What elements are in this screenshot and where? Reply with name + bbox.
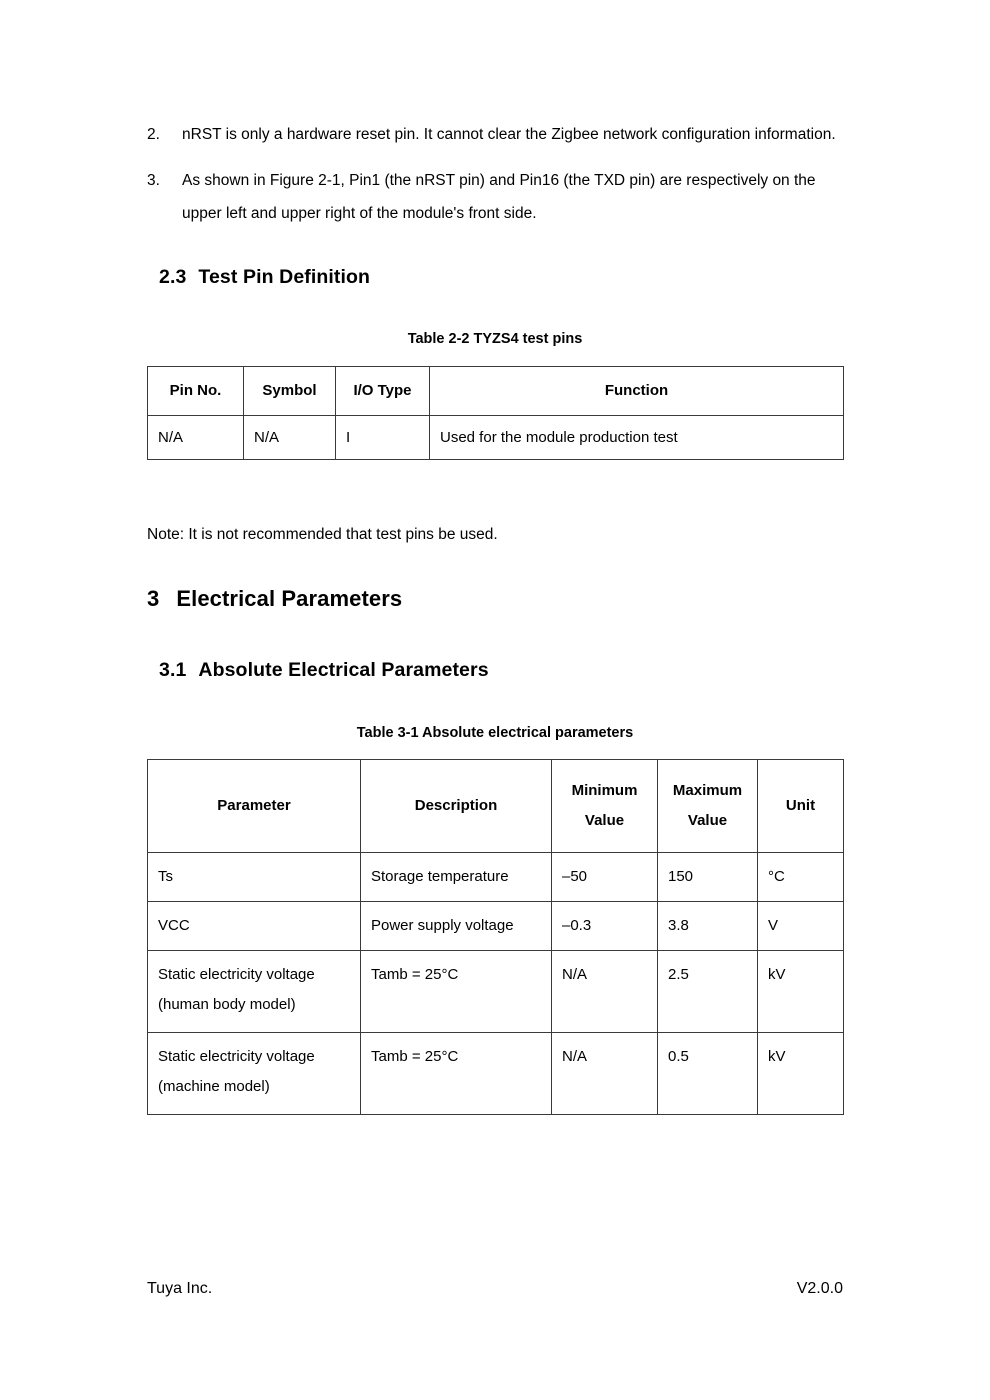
table-row — [148, 416, 844, 460]
table-row — [148, 902, 844, 951]
cell-minimum: –0.3 — [552, 902, 658, 951]
cell-maximum: 2.5 — [658, 951, 758, 1033]
cell-parameter: Static electricity voltage (human body model) — [148, 951, 361, 1033]
table-row — [148, 1033, 844, 1115]
cell-minimum: N/A — [552, 951, 658, 1033]
table-2-2-caption: Table 2-2 TYZS4 test pins — [407, 331, 583, 347]
cell-description: Tamb = 25°C — [361, 951, 552, 1033]
list-item — [147, 164, 843, 230]
note-text: Note: It is not recommended that test pins be used. — [147, 526, 498, 543]
cell-parameter: VCC — [148, 902, 361, 951]
list-item-marker: 3. — [147, 172, 160, 189]
heading-number: 3 — [147, 586, 160, 611]
table-row — [148, 951, 844, 1033]
column-header-minimum-value: Minimum Value — [552, 760, 658, 853]
cell-unit: kV — [758, 1033, 844, 1115]
heading-number: 3.1 — [159, 659, 187, 681]
numbered-list — [147, 118, 843, 230]
cell-minimum: –50 — [552, 853, 658, 902]
heading-title: Test Pin Definition — [198, 266, 371, 288]
cell-maximum: 150 — [658, 853, 758, 902]
cell-symbol: N/A — [244, 416, 336, 460]
page-content — [147, 0, 843, 1115]
list-item-text: As shown in Figure 2-1, Pin1 (the nRST pin) and Pin16 (the TXD pin) are respectively on the upper left and upper right of the module's front side. — [182, 172, 816, 222]
column-header-io-type: I/O Type — [336, 367, 430, 416]
table-3-1 — [147, 759, 844, 1115]
table-header-row — [148, 367, 844, 416]
cell-io-type: I — [336, 416, 430, 460]
footer-company: Tuya Inc. — [147, 1280, 213, 1297]
cell-pin-no: N/A — [148, 416, 244, 460]
heading-electrical-parameters — [147, 585, 843, 613]
page-footer — [147, 1278, 843, 1300]
table-row — [148, 853, 844, 902]
cell-unit: °C — [758, 853, 844, 902]
table-3-1-caption: Table 3-1 Absolute electrical parameters — [356, 725, 634, 741]
cell-parameter: Ts — [148, 853, 361, 902]
cell-description: Tamb = 25°C — [361, 1033, 552, 1115]
heading-test-pin-definition — [159, 264, 843, 290]
heading-number: 2.3 — [159, 266, 187, 288]
footer-version: V2.0.0 — [796, 1280, 843, 1297]
table-2-2 — [147, 366, 844, 460]
heading-title: Electrical Parameters — [176, 586, 403, 611]
cell-function: Used for the module production test — [430, 416, 844, 460]
column-header-unit: Unit — [758, 760, 844, 853]
table-header-row — [148, 760, 844, 853]
column-header-symbol: Symbol — [244, 367, 336, 416]
heading-title: Absolute Electrical Parameters — [198, 659, 489, 681]
cell-maximum: 3.8 — [658, 902, 758, 951]
list-item — [147, 118, 843, 151]
column-header-description: Description — [361, 760, 552, 853]
column-header-pin-no: Pin No. — [148, 367, 244, 416]
column-header-function: Function — [430, 367, 844, 416]
cell-description: Power supply voltage — [361, 902, 552, 951]
cell-maximum: 0.5 — [658, 1033, 758, 1115]
cell-minimum: N/A — [552, 1033, 658, 1115]
cell-unit: V — [758, 902, 844, 951]
heading-absolute-electrical-parameters — [159, 657, 843, 683]
list-item-marker: 2. — [147, 126, 160, 143]
cell-parameter: Static electricity voltage (machine model) — [148, 1033, 361, 1115]
column-header-parameter: Parameter — [148, 760, 361, 853]
list-item-text: nRST is only a hardware reset pin. It cannot clear the Zigbee network configuration information. — [182, 126, 836, 143]
cell-description: Storage temperature — [361, 853, 552, 902]
cell-unit: kV — [758, 951, 844, 1033]
column-header-maximum-value: Maximum Value — [658, 760, 758, 853]
